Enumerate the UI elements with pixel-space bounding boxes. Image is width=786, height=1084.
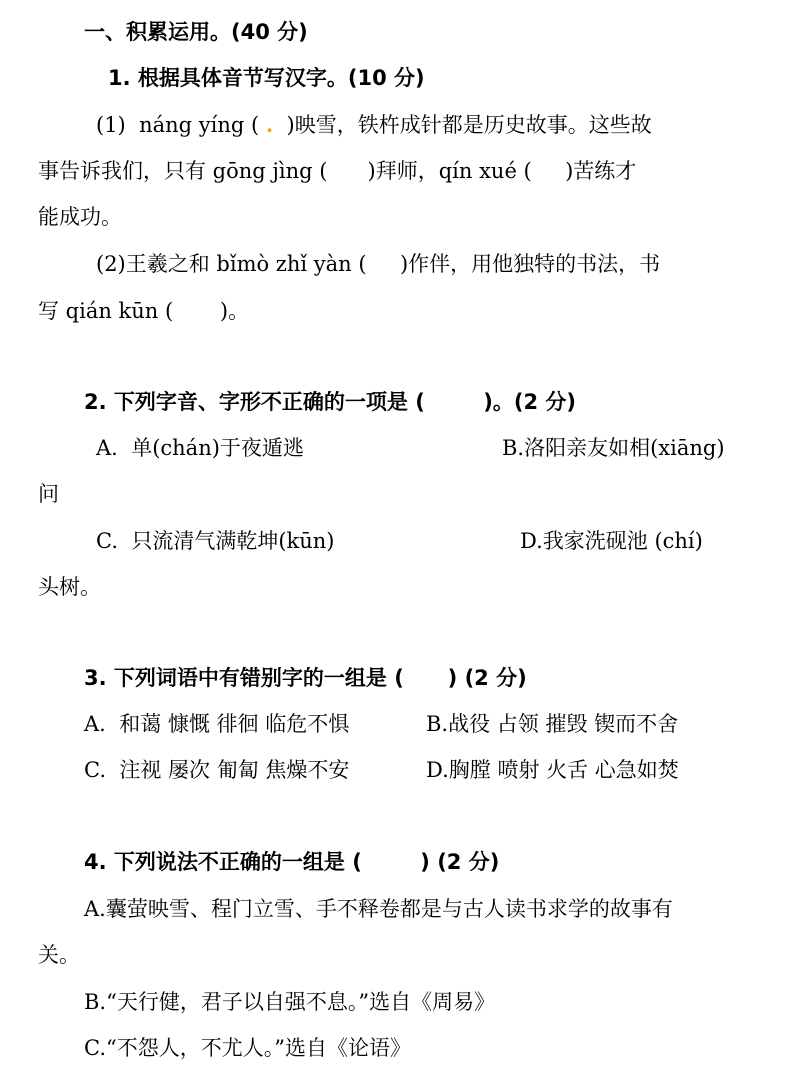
q3-option-d: D.胸膛 喷射 火舌 心急如焚 bbox=[426, 758, 679, 782]
q1-part1-line2: 事告诉我们，只有 gōng jìng ( )拜师，qín xué ( )苦练才 bbox=[38, 159, 637, 183]
q1-part2-line1: (2)王羲之和 bǐmò zhǐ yàn ( )作伴，用他独特的书法，书 bbox=[96, 252, 661, 276]
q2-option-a: A. 单(chán)于夜遁逃 bbox=[96, 436, 304, 460]
q4-option-a-line1: A.囊萤映雪、程门立雪、手不释卷都是与古人读书求学的故事有 bbox=[84, 897, 673, 921]
q4-option-b: B.“天行健，君子以自强不息。”选自《周易》 bbox=[84, 990, 496, 1014]
q2-option-b: B.洛阳亲友如相(xiāng) bbox=[502, 436, 725, 460]
q3-heading: 3. 下列词语中有错别字的一组是 ( ) (2 分) bbox=[84, 666, 527, 690]
q4-option-a-line2: 关。 bbox=[38, 943, 80, 967]
q1-part1-line1-a: (1) náng yíng ( bbox=[96, 113, 266, 137]
q2-option-b-continued: 问 bbox=[38, 482, 59, 506]
q1-part1-line1-b: )映雪，铁杵成针都是历史故事。这些故 bbox=[273, 113, 652, 137]
q4-option-c: C.“不怨人，不尤人。”选自《论语》 bbox=[84, 1036, 411, 1060]
q3-option-c: C. 注视 屡次 匍匐 焦燥不安 bbox=[84, 758, 350, 782]
section-title: 一、积累运用。(40 分) bbox=[84, 20, 308, 44]
q2-option-d: D.我家洗砚池 (chí) bbox=[520, 529, 703, 553]
q1-heading: 1. 根据具体音节写汉字。(10 分) bbox=[108, 66, 425, 90]
q2-option-d-continued: 头树。 bbox=[38, 575, 101, 599]
q1-part1-line3: 能成功。 bbox=[38, 205, 122, 229]
q1-part2-line2: 写 qián kūn ( )。 bbox=[38, 299, 250, 323]
q4-heading: 4. 下列说法不正确的一组是 ( ) (2 分) bbox=[84, 850, 500, 874]
q2-option-c: C. 只流清气满乾坤(kūn) bbox=[96, 529, 335, 553]
q3-option-b: B.战役 占领 摧毁 锲而不舍 bbox=[426, 712, 679, 736]
q3-option-a: A. 和蔼 慷慨 徘徊 临危不惧 bbox=[84, 712, 350, 736]
q1-part1-line1 bbox=[96, 110, 652, 140]
emphasis-dot: . bbox=[265, 112, 274, 137]
q2-heading: 2. 下列字音、字形不正确的一项是 ( )。(2 分) bbox=[84, 390, 577, 414]
